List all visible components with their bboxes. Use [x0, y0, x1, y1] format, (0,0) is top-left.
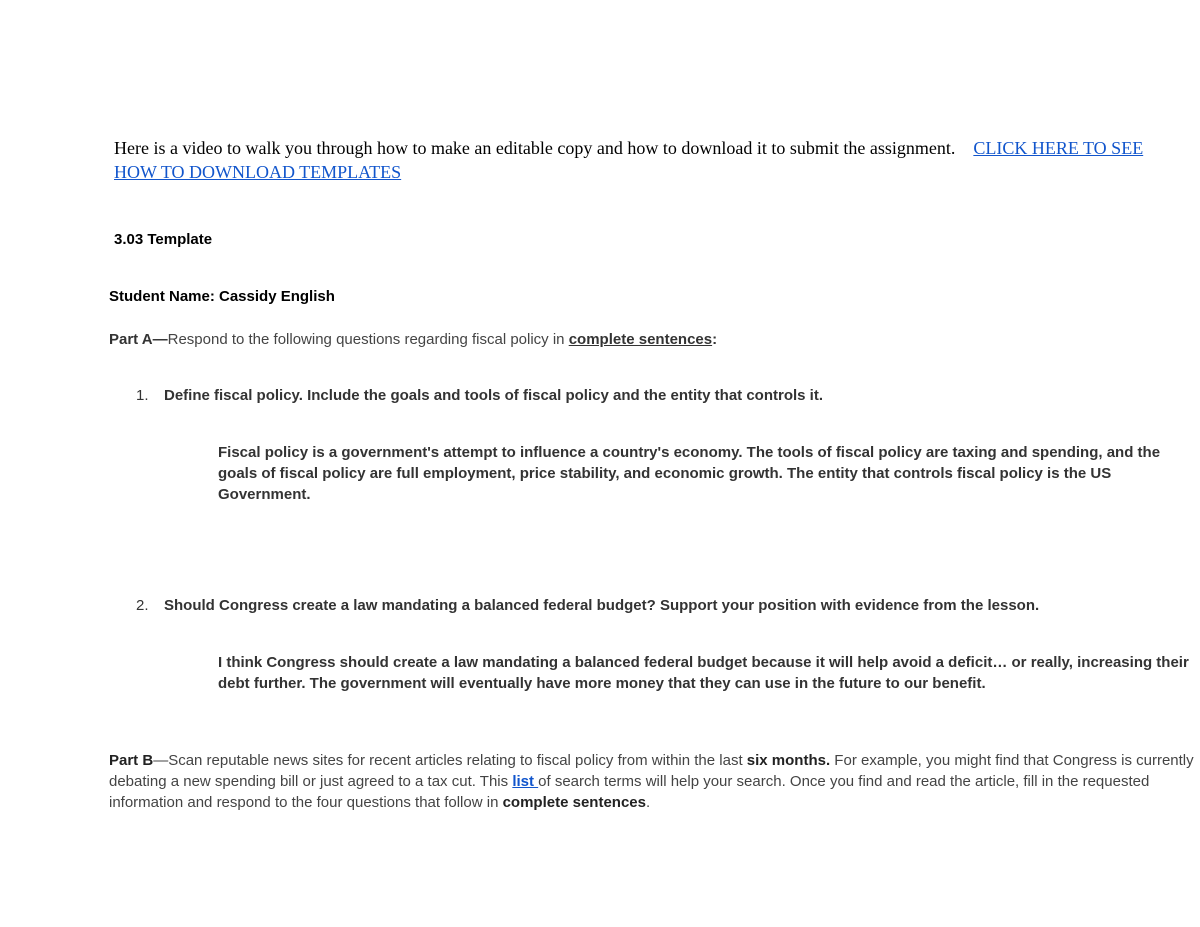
- part-b-label: Part B: [109, 752, 154, 769]
- question-number: 1.: [136, 387, 149, 404]
- student-name: Student Name: Cassidy English: [109, 288, 335, 305]
- question-2: [136, 597, 1039, 614]
- question-text: Define fiscal policy. Include the goals and tools of fiscal policy and the entity that controls it.: [164, 387, 823, 404]
- part-a-suffix: :: [712, 331, 718, 348]
- part-b-text-3: of search terms will help your search. Once you find and read the article, fill in the requested information and respond to the four questions that follow in: [109, 773, 1150, 811]
- part-a-label: Part A—: [109, 331, 168, 348]
- search-terms-list-link[interactable]: list: [512, 773, 539, 790]
- part-a-text: Respond to the following questions regarding fiscal policy in: [167, 331, 569, 348]
- part-b-instructions: [109, 750, 1199, 813]
- question-text: Should Congress create a law mandating a balanced federal budget? Support your position with evidence from the lesson.: [164, 597, 1040, 614]
- part-b-text-2: For example, you might find that Congress is currently debating a new spending bill or just agreed to a tax cut. This: [109, 752, 1194, 790]
- template-title: 3.03 Template: [114, 231, 213, 248]
- question-number: 2.: [136, 597, 149, 614]
- answer-2: I think Congress should create a law mandating a balanced federal budget because it will help avoid a deficit… or really, increasing their debt further. The government will eventually have more money that they can use in the future to our benefit.: [218, 654, 1189, 692]
- part-b-text-1: —Scan reputable news sites for recent articles relating to fiscal policy from within the last: [153, 752, 747, 769]
- part-b-bold-1: six months.: [746, 752, 831, 769]
- part-b-text-4: .: [645, 794, 651, 811]
- download-templates-link[interactable]: CLICK HERE TO SEE HOW TO DOWNLOAD TEMPLATES: [114, 138, 1144, 182]
- answer-1: Fiscal policy is a government's attempt to influence a country's economy. The tools of fiscal policy are taxing and spending, and the goals of fiscal policy are full employment, price stability, and economic growth. The entity that controls fiscal policy is the US Government.: [218, 444, 1161, 503]
- part-a-instructions: [109, 331, 717, 348]
- part-b-bold-2: complete sentences: [502, 794, 646, 811]
- part-a-emphasis: complete sentences: [568, 331, 713, 348]
- intro-text: Here is a video to walk you through how to make an editable copy and how to download it to submit the assignment.: [114, 138, 956, 158]
- intro-paragraph: [114, 136, 1184, 184]
- question-1: [136, 387, 823, 404]
